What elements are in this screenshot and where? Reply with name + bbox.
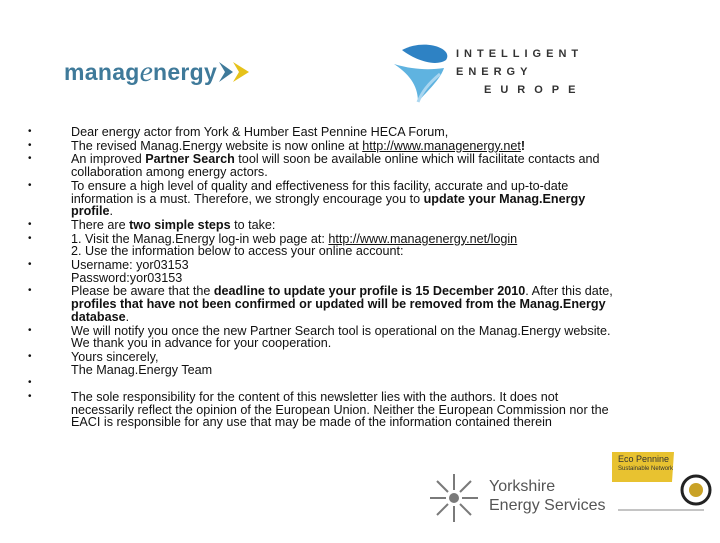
iee-line2: ENERGY	[456, 66, 533, 78]
arrow-icon	[219, 60, 259, 84]
list-item	[28, 325, 700, 350]
notify-line2: We thank you in advance for your cooperation.	[71, 336, 332, 351]
profile-bold: profile	[71, 204, 110, 219]
bullet-icon: •	[28, 179, 32, 191]
eco-pennine-line1: Eco Pennine	[618, 454, 670, 464]
iee-line3: EUROPE	[484, 84, 585, 96]
yes-line2: Energy Services	[489, 497, 606, 514]
deadline-bold: deadline to update your profile is 15 December 2010	[213, 284, 526, 299]
partner-search-pre: An improved	[71, 152, 146, 167]
managenergy-logo	[64, 54, 259, 90]
signoff-line2: The Manag.Energy Team	[71, 362, 213, 377]
list-item	[28, 391, 700, 429]
bullet-icon: •	[28, 153, 32, 165]
deadline-post: . After this date,	[525, 284, 613, 299]
bullet-icon: •	[28, 218, 32, 230]
managenergy-logo-part1: manag	[64, 58, 140, 85]
password-text: Password:yor03153	[71, 270, 183, 285]
list-item	[28, 285, 700, 323]
eco-pennine-logo	[612, 448, 712, 538]
quality-line2: information is a must. Therefore, we strongly encourage you to	[71, 191, 424, 206]
username-text: Username: yor03153	[71, 258, 189, 273]
database-bold: database	[71, 309, 126, 324]
disclaimer-line2: necessarily reflect the opinion of the European Union. Neither the European Commission nor the	[71, 402, 609, 417]
login-pre: 1. Visit the Manag.Energy log-in web page at:	[71, 231, 329, 246]
login-line2: 2. Use the information below to access your online account:	[71, 244, 404, 259]
list-item	[28, 351, 700, 376]
removal-bold: profiles that have not been confirmed or updated will be removed from the Manag.Energy	[71, 297, 606, 312]
managenergy-website-link[interactable]: http://www.managenergy.net	[362, 138, 521, 153]
list-item	[28, 153, 700, 178]
managenergy-login-link[interactable]: http://www.managenergy.net/login	[328, 231, 518, 246]
partner-search-post: tool will soon be available online which will facilitate contacts and	[234, 152, 600, 167]
list-item	[28, 126, 700, 139]
eco-pennine-line2: Sustainable Network	[618, 466, 674, 472]
list-item	[28, 180, 700, 218]
bullet-icon: •	[28, 126, 32, 137]
managenergy-logo-e: e	[139, 55, 153, 88]
bullet-icon: •	[28, 259, 32, 271]
bullet-icon: •	[28, 350, 32, 362]
bullet-icon: •	[28, 391, 32, 403]
yes-line1: Yorkshire	[489, 478, 556, 495]
list-item	[28, 377, 700, 390]
deadline-pre: Please be aware that the	[71, 284, 214, 299]
bullet-icon: •	[28, 285, 32, 297]
period: .	[125, 309, 130, 324]
notify-line1: We will notify you once the new Partner Search tool is operational on the Manag.Energy website.	[71, 323, 611, 338]
quality-line1: To ensure a high level of quality and effectiveness for this facility, accurate and up-to-date	[71, 178, 569, 193]
newsletter-body	[28, 126, 700, 429]
bullet-icon: •	[28, 377, 32, 389]
disclaimer-line3: EACI is responsible for any use that may be made of the information contained therein	[71, 415, 552, 430]
managenergy-logo-part2: nergy	[152, 58, 218, 85]
partner-search-line2: collaboration among energy actors.	[71, 165, 268, 180]
greeting-text: Dear energy actor from York & Humber East Pennine HECA Forum,	[71, 125, 449, 139]
period: .	[109, 204, 113, 219]
list-item	[28, 259, 700, 284]
disclaimer-line1: The sole responsibility for the content of this newsletter lies with the authors. It does not	[71, 390, 559, 405]
list-item	[28, 233, 700, 258]
website-text: The revised Manag.Energy website is now online at	[71, 138, 363, 153]
list-item	[28, 219, 700, 232]
steps-post: to take:	[230, 217, 276, 232]
bullet-icon: •	[28, 139, 32, 151]
exclamation: !	[520, 138, 526, 153]
iee-line1: INTELLIGENT	[456, 48, 584, 60]
bullet-icon: •	[28, 232, 32, 244]
steps-bold: two simple steps	[129, 217, 231, 232]
update-profile-bold: update your Manag.Energy	[423, 191, 586, 206]
signoff-line1: Yours sincerely,	[71, 349, 159, 364]
partner-search-bold: Partner Search	[145, 152, 235, 167]
bullet-icon: •	[28, 324, 32, 336]
list-item	[28, 140, 700, 153]
steps-pre: There are	[71, 217, 130, 232]
